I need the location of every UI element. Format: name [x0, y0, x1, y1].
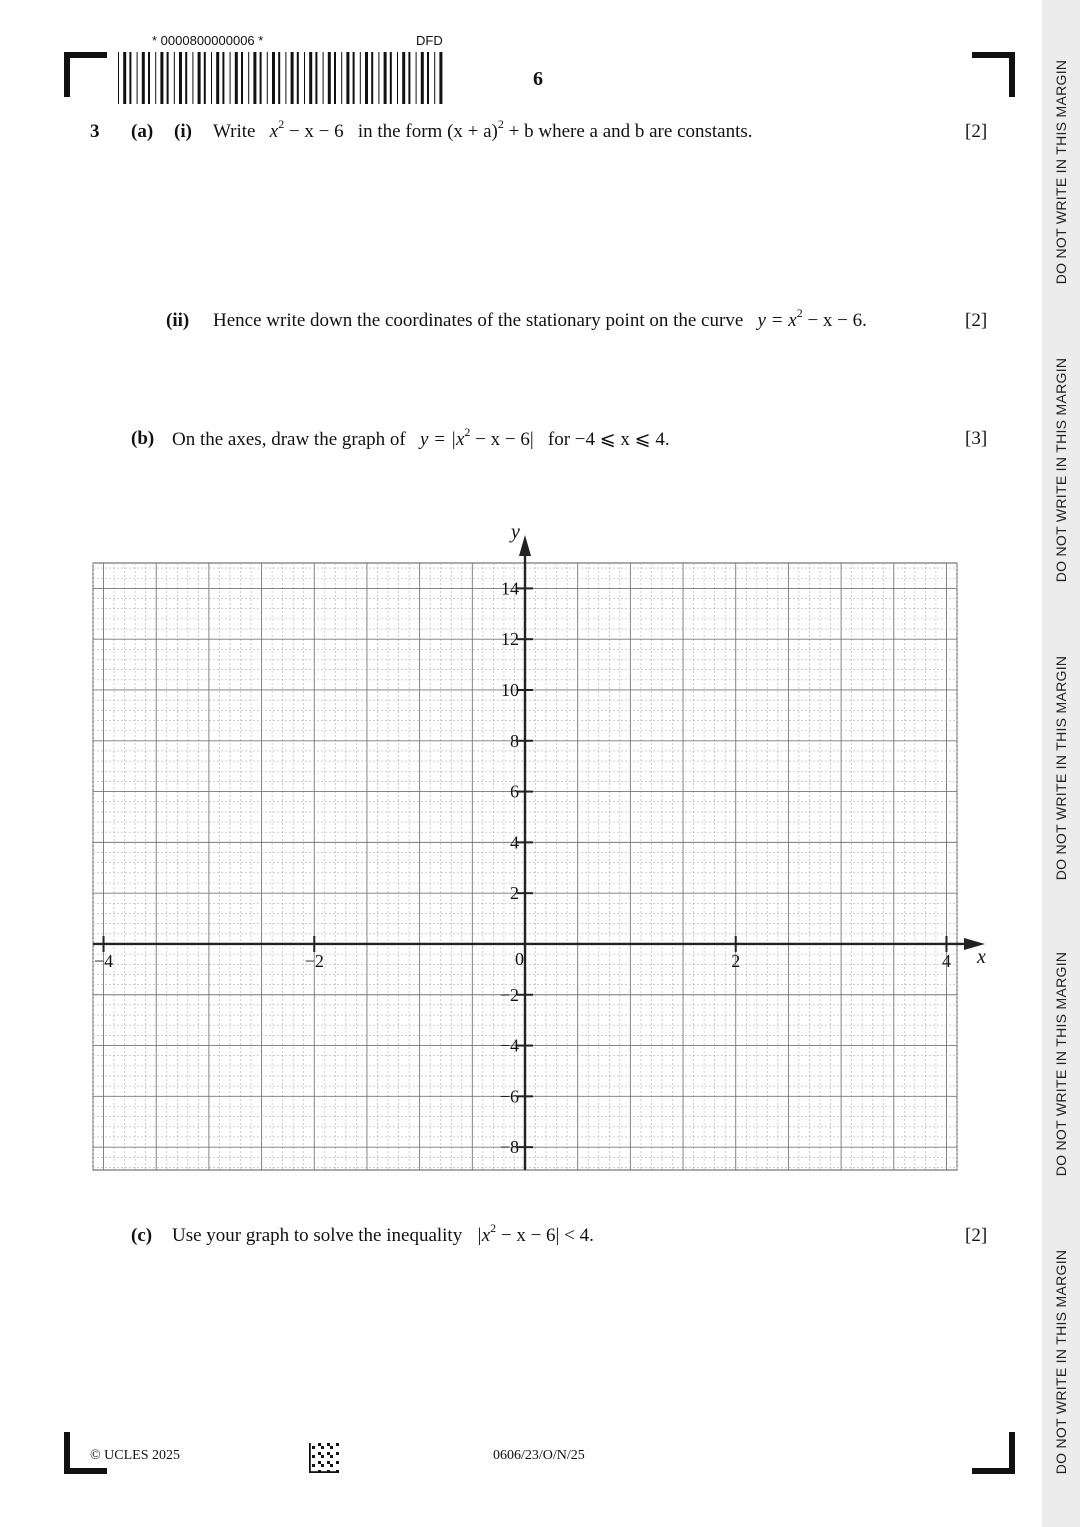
code-cell: [321, 1455, 324, 1458]
paper-code-label: DFD: [416, 33, 443, 48]
code-cell: [330, 1446, 333, 1449]
code-cell: [330, 1455, 333, 1458]
code-cell: [312, 1464, 315, 1467]
part-a-i-text: Write $x^2 - x - 6$ in the form $(x + a)^2 + b$ where a and b are constants.: [213, 117, 753, 142]
code-cell: [327, 1443, 330, 1446]
part-a-ii-text: Hence write down the coordinates of the stationary point on the curve $y = x^2 - x - 6$.: [213, 306, 867, 331]
paper-reference: 0606/23/O/N/25: [493, 1448, 585, 1463]
marks-a-i: [2]: [965, 121, 988, 142]
y-axis-arrow: [519, 535, 531, 556]
x-axis-label: x: [977, 945, 986, 968]
code-cell: [327, 1452, 330, 1455]
x-tick-label: −4: [93, 950, 114, 971]
code-cell: [318, 1452, 321, 1455]
y-axis-label: y: [511, 521, 520, 543]
code-cell: [318, 1470, 321, 1473]
data-matrix-code: [309, 1443, 339, 1473]
y-tick-label: 4: [510, 832, 519, 853]
y-tick-label: −8: [499, 1137, 519, 1158]
origin-label: 0: [515, 948, 524, 969]
code-cell: [327, 1470, 330, 1473]
marks-a-ii: [2]: [965, 310, 988, 331]
code-cell: [336, 1452, 339, 1455]
y-tick-label: −6: [499, 1086, 519, 1107]
barcode-number: * 0000800000006 *: [152, 33, 264, 48]
y-tick-label: −2: [499, 984, 519, 1005]
code-cell: [312, 1446, 315, 1449]
x-tick-label: −2: [304, 950, 324, 971]
code-cell: [318, 1461, 321, 1464]
y-tick-label: 8: [510, 730, 519, 751]
code-cell: [330, 1464, 333, 1467]
question-number: 3: [90, 121, 100, 142]
code-cell: [336, 1443, 339, 1446]
part-a-label: (a): [131, 121, 154, 142]
part-b-text: On the axes, draw the graph of $y = |x^2 - x - 6|$ for −4 ⩽ x ⩽ 4.: [172, 425, 670, 450]
y-tick-label: −4: [499, 1035, 519, 1056]
y-tick-label: 2: [510, 883, 519, 904]
page-number: 6: [533, 68, 543, 90]
part-a-ii-label: (ii): [166, 310, 190, 331]
marks-b: [3]: [965, 428, 988, 449]
code-cell: [312, 1455, 315, 1458]
code-cell: [318, 1443, 321, 1446]
x-tick-label: 4: [941, 950, 951, 971]
code-edge: [309, 1443, 311, 1473]
part-a-i-label: (i): [174, 121, 192, 142]
code-cell: [336, 1461, 339, 1464]
code-edge: [309, 1471, 339, 1473]
y-tick-label: 10: [501, 679, 519, 700]
marks-c: [2]: [965, 1225, 988, 1246]
part-c-label: (c): [131, 1225, 153, 1246]
y-tick-label: 12: [501, 629, 519, 650]
copyright: © UCLES 2025: [90, 1448, 180, 1463]
y-tick-label: 6: [510, 781, 519, 802]
y-tick-label: 14: [501, 578, 519, 599]
part-b-label: (b): [131, 428, 155, 449]
code-cell: [321, 1446, 324, 1449]
x-tick-label: 2: [731, 950, 741, 971]
code-cell: [327, 1461, 330, 1464]
code-cell: [336, 1470, 339, 1473]
part-c-text: Use your graph to solve the inequality $|x^2 - x - 6| < 4$.: [172, 1221, 594, 1246]
code-cell: [321, 1464, 324, 1467]
